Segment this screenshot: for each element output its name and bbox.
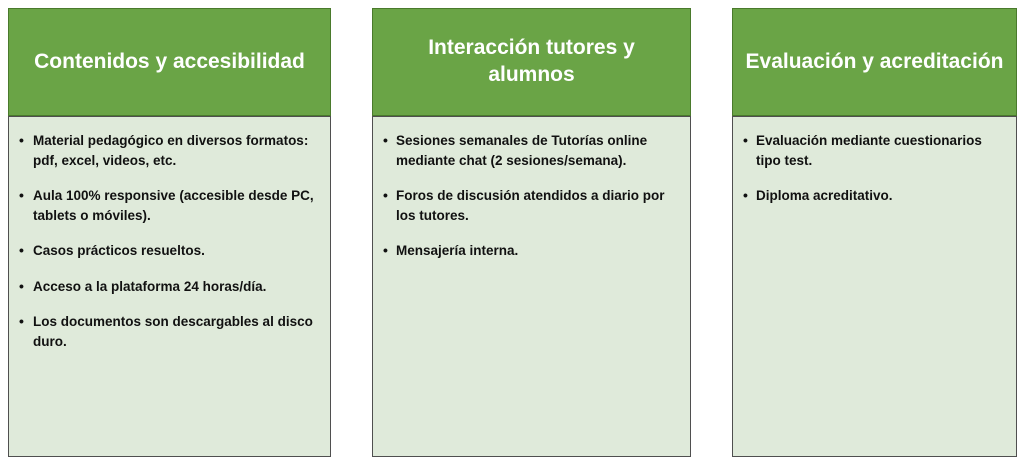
list-item: • Los documentos son descargables al disco duro.: [19, 312, 318, 351]
bullet-list-contenidos: [19, 131, 318, 352]
list-item: • Sesiones semanales de Tutorías online mediante chat (2 sesiones/semana).: [383, 131, 678, 170]
list-item: • Foros de discusión atendidos a diario por los tutores.: [383, 186, 678, 225]
column-evaluacion: [732, 8, 1017, 457]
list-item: • Acceso a la plataforma 24 horas/día.: [19, 277, 318, 297]
list-item: • Material pedagógico en diversos formatos: pdf, excel, videos, etc.: [19, 131, 318, 170]
bullet-list-evaluacion: [743, 131, 1004, 206]
list-item: • Casos prácticos resueltos.: [19, 241, 318, 261]
bullet-list-interaccion: [383, 131, 678, 261]
list-item: • Mensajería interna.: [383, 241, 678, 261]
list-item: • Aula 100% responsive (accesible desde PC, tablets o móviles).: [19, 186, 318, 225]
column-header-contenidos: Contenidos y accesibilidad: [8, 8, 331, 116]
column-body-interaccion: [372, 116, 691, 457]
column-interaccion: [372, 8, 691, 457]
list-item: • Diploma acreditativo.: [743, 186, 1004, 206]
column-header-interaccion: Interacción tutores y alumnos: [372, 8, 691, 116]
list-item: • Evaluación mediante cuestionarios tipo test.: [743, 131, 1004, 170]
column-body-contenidos: [8, 116, 331, 457]
column-contenidos: [8, 8, 331, 457]
column-body-evaluacion: [732, 116, 1017, 457]
column-header-evaluacion: Evaluación y acreditación: [732, 8, 1017, 116]
